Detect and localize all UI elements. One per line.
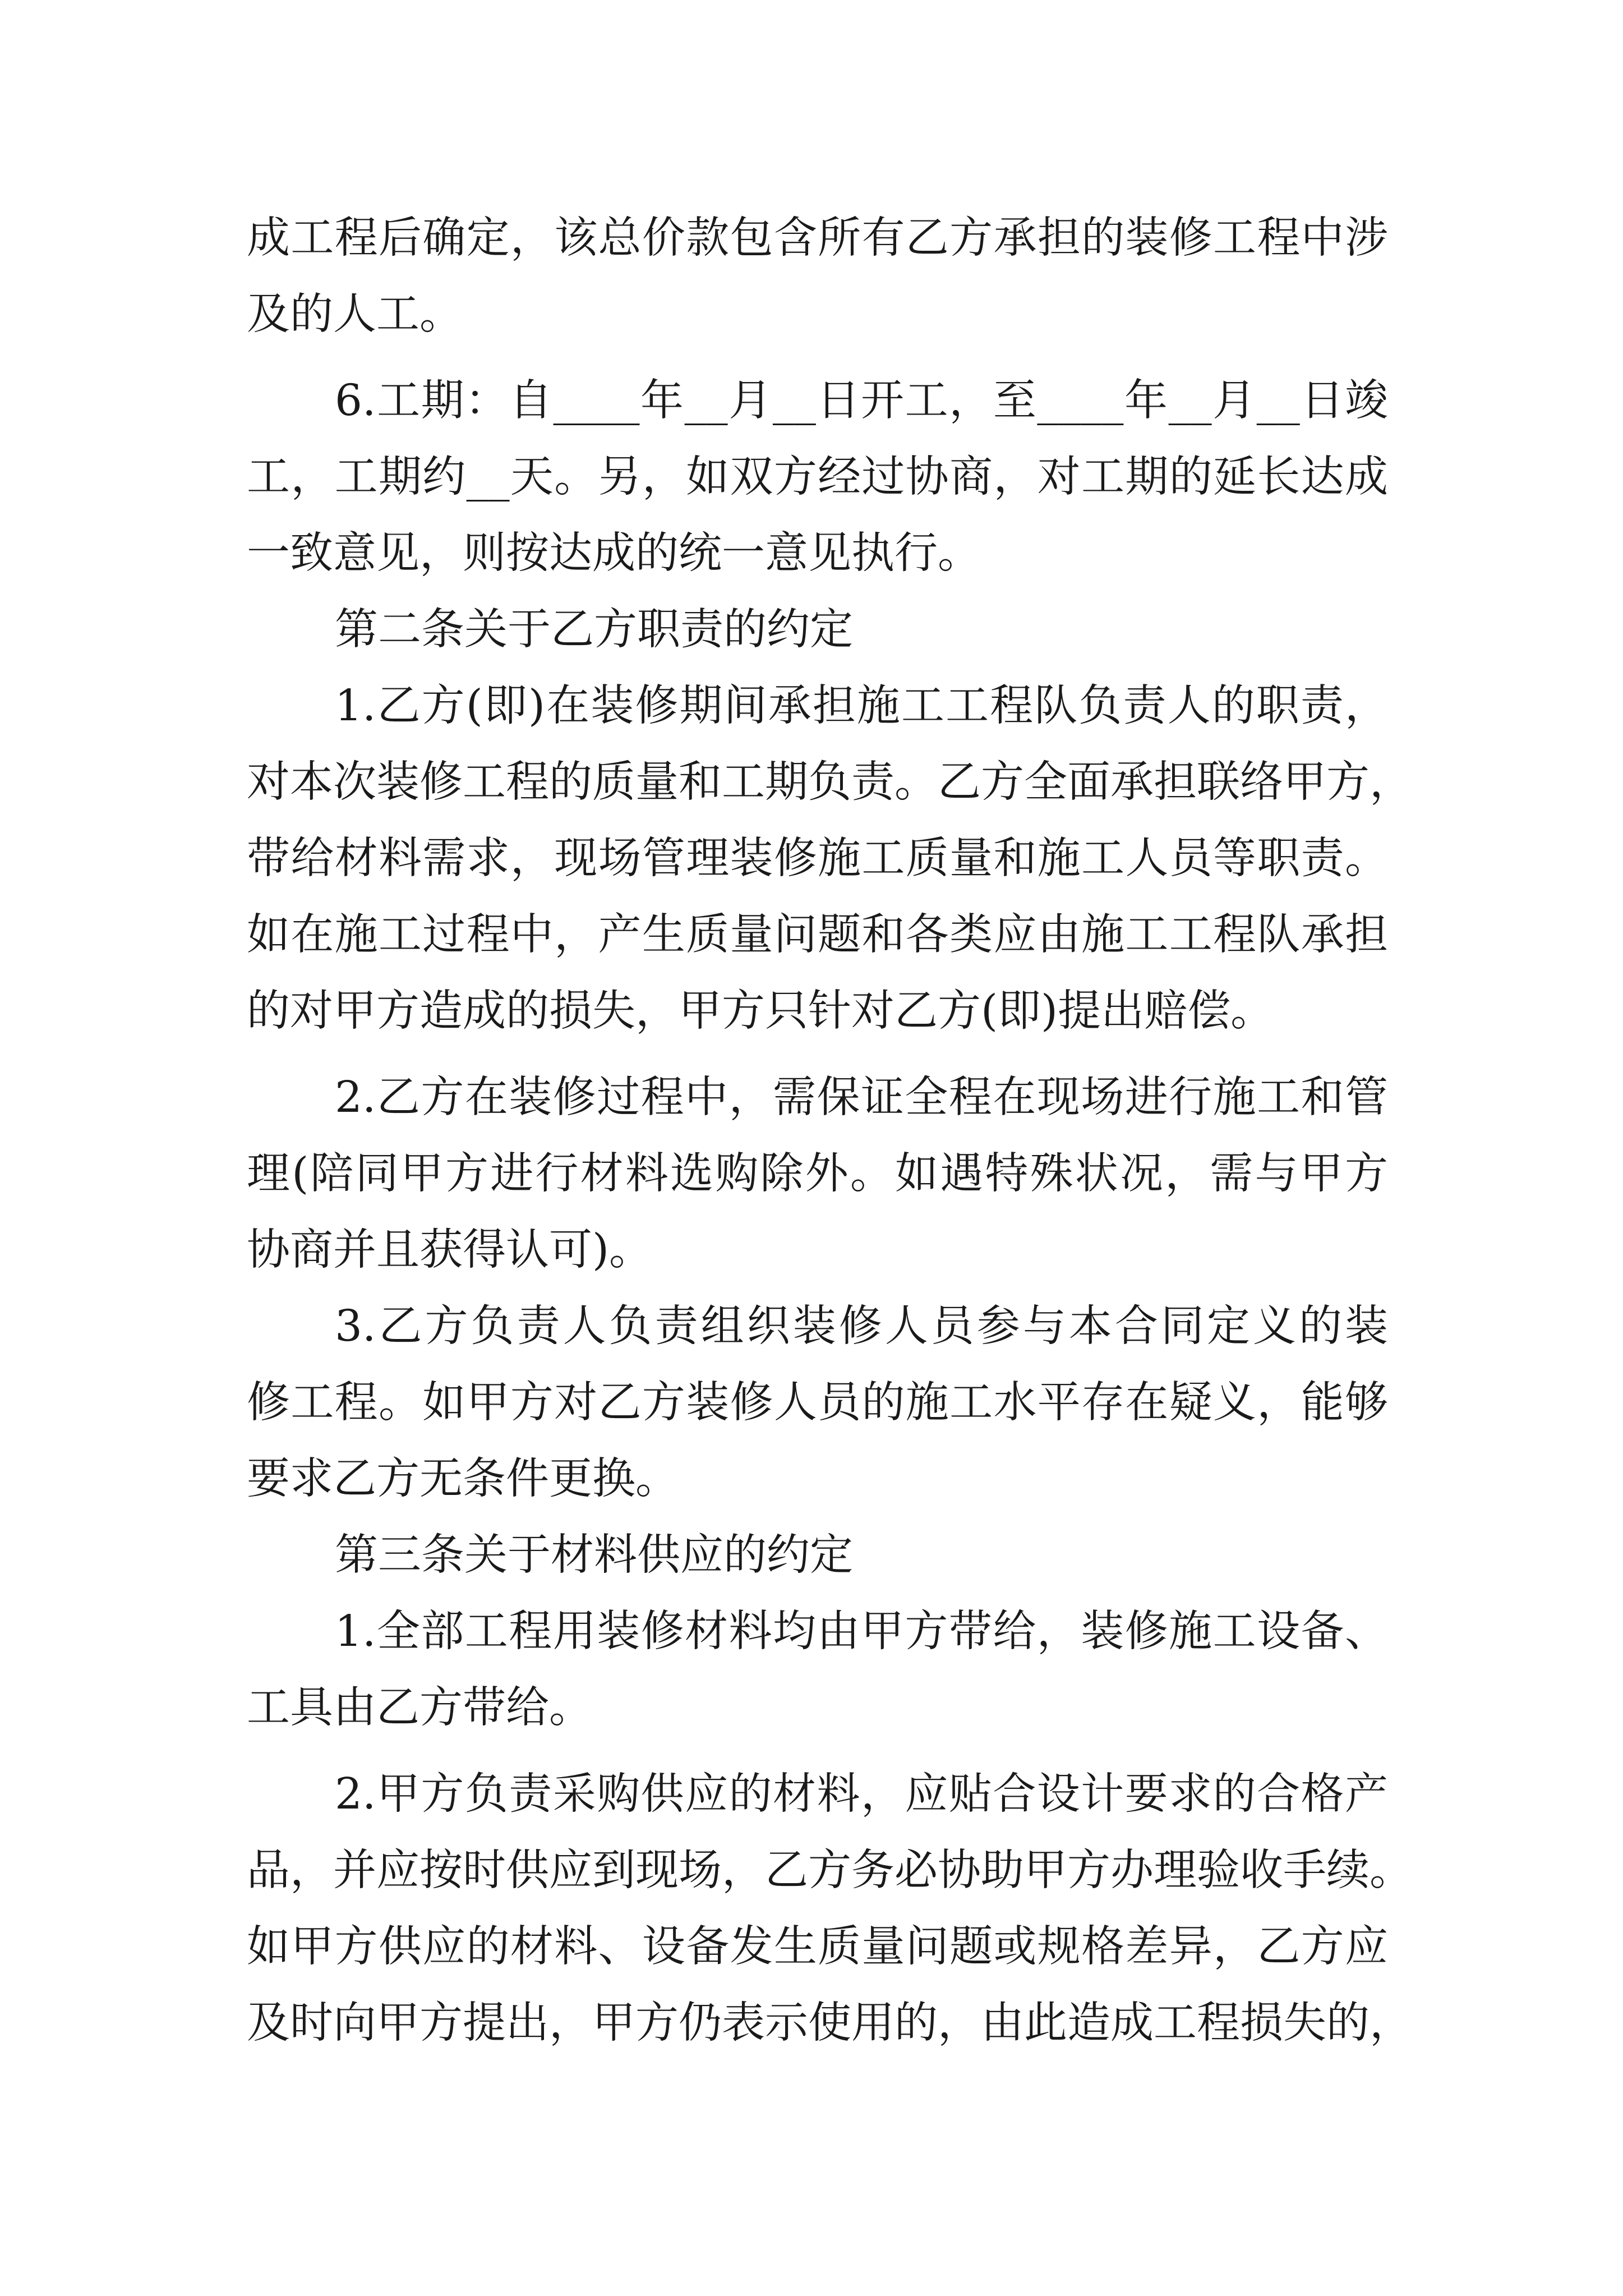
- section-heading: 第三条关于材料供应的约定: [335, 1530, 853, 1580]
- text-line: 及的人工。: [247, 289, 463, 339]
- text-line: 3.乙方负责人负责组织装修人员参与本合同定义的装: [335, 1301, 1388, 1351]
- text-line: 及时向甲方提出，甲方仍表示使用的，由此造成工程损失的，: [247, 1998, 1413, 2048]
- text-line: 品，并应按时供应到现场，乙方务必协助甲方办理验收手续。: [247, 1846, 1413, 1895]
- text-line: 如在施工过程中，产生质量问题和各类应由施工工程队承担: [247, 910, 1388, 960]
- text-line: 修工程。如甲方对乙方装修人员的施工水平存在疑义，能够: [247, 1378, 1388, 1428]
- text-line: 对本次装修工程的质量和工期负责。乙方全面承担联络甲方，: [247, 757, 1413, 807]
- text-line: 2.甲方负责采购供应的材料，应贴合设计要求的合格产: [335, 1769, 1388, 1819]
- section-heading: 第二条关于乙方职责的约定: [335, 605, 853, 655]
- text-line: 工，工期约__天。另，如双方经过协商，对工期的延长达成: [247, 452, 1388, 502]
- text-line: 理(陪同甲方进行材料选购除外。如遇特殊状况，需与甲方: [247, 1149, 1388, 1199]
- text-line: 一致意见，则按达成的统一意见执行。: [247, 528, 981, 578]
- text-line: 1.乙方(即)在装修期间承担施工工程队负责人的职责，: [335, 681, 1388, 731]
- text-line: 成工程后确定，该总价款包含所有乙方承担的装修工程中涉: [247, 213, 1388, 263]
- text-line: 协商并且获得认可)。: [247, 1225, 653, 1275]
- text-line: 2.乙方在装修过程中，需保证全程在现场进行施工和管: [335, 1073, 1388, 1122]
- text-line: 要求乙方无条件更换。: [247, 1454, 679, 1504]
- text-line: 的对甲方造成的损失，甲方只针对乙方(即)提出赔偿。: [247, 986, 1274, 1036]
- text-line: 带给材料需求，现场管理装修施工质量和施工人员等职责。: [247, 834, 1388, 884]
- text-line: 1.全部工程用装修材料均由甲方带给，装修施工设备、: [335, 1607, 1388, 1657]
- text-line: 如甲方供应的材料、设备发生质量问题或规格差异，乙方应: [247, 1922, 1388, 1972]
- text-line: 工具由乙方带给。: [247, 1683, 592, 1733]
- text-line: 6.工期：自____年__月__日开工，至____年__月__日竣: [335, 376, 1388, 426]
